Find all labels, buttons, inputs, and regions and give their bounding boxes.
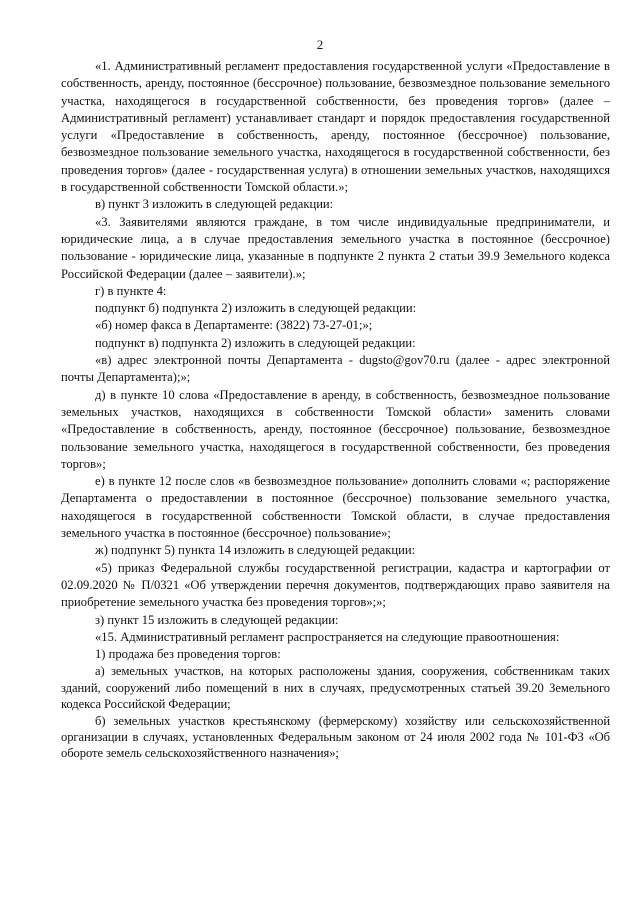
paragraph-order-reference: «5) приказ Федеральной службы государственной регистрации, кадастра и картографии от 02.09.2020 № П/0321 «Об утверждении перечня документов, подтверждающих право заявителя на приобретение земельного участка без проведения торгов»;»; <box>61 560 610 610</box>
paragraph-subitem-v-heading: подпункт в) подпункта 2) изложить в следующей редакции: <box>95 335 416 350</box>
paragraph-item-d-text: д) в пункте 10 слова «Предоставление в аренду, в собственность, безвозмездное пользование земельных участков, находящихся в собственности Томской области» заменить словами «Предоставление в собственность, аренду, постоянное (бессрочное) пользование, безвозмездное пользование земельного участка, находящегося в государственной собственности, без проведения торгов»; <box>61 387 610 471</box>
paragraph-clause-3-text: «3. Заявителями являются граждане, в том числе индивидуальные предприниматели, и юридические лица, а в случае предоставления земельного участка в постоянное (бессрочное) пользование - юридические лица, указанные в подпункте 2 пункта 2 статьи 39.9 Земельного кодекса Российской Федерации (далее – заявители).»; <box>61 214 610 281</box>
paragraph-item-z-heading: з) пункт 15 изложить в следующей редакции: <box>95 612 339 627</box>
paragraph-email-address: «в) адрес электронной почты Департамента - dugsto@gov70.ru (далее - адрес электронной почты Департамента);»; <box>61 353 610 385</box>
paragraph-subitem-b-text: б) земельных участков крестьянскому (фермерскому) хозяйству или сельскохозяйственной организации в случаях, установленных Федеральным законом от 24 июля 2002 года № 101-ФЗ «Об обороте земель сельскохозяйственного назначения»; <box>61 713 610 761</box>
paragraph-sale-heading: 1) продажа без проведения торгов: <box>95 647 281 662</box>
paragraph-item-e-text: е) в пункте 12 после слов «в безвозмездное пользование» дополнить словами «; распоряжение Департамента о предоставлении в постоянное (бессрочное) пользование земельного участка, находящегося в государственной собственности Томской области, в случае предоставления земельного участка в постоянное (бессрочное) пользование»; <box>61 474 610 541</box>
paragraph-clause-1-text: «1. Административный регламент предоставления государственной услуги «Предоставление в собственность, аренду, постоянное (бессрочное) пользование, безвозмездное пользование земельного участка, находящегося в государственной собственности, без проведения торгов» (далее – Административный регламент) устанавливает стандарт и порядок предоставления государственной услуги «Предоставление в собственность, аренду, постоянное (бессрочное) пользование, безвозмездное пользование земельного участка, находящегося в государственной собственности, без проведения торгов» (далее - государственная услуга) в отношении земельных участков, находящихся в государственной собственности Томской области.»; <box>61 59 610 195</box>
paragraph-subitem-a-text: а) земельных участков, на которых расположены здания, сооружения, собственникам таких зданий, сооружений либо помещений в них в случаях, предусмотренных статьей 39.20 Земельного кодекса Российской Федерации; <box>61 664 610 712</box>
paragraph-item-zh-heading: ж) подпункт 5) пункта 14 изложить в следующей редакции: <box>95 543 416 558</box>
paragraph-item-v-heading: в) пункт 3 изложить в следующей редакции: <box>95 197 334 212</box>
document-body <box>61 58 610 762</box>
page-number: 2 <box>316 37 324 52</box>
paragraph-item-g-heading: г) в пункте 4: <box>95 283 167 298</box>
paragraph-subitem-b-heading: подпункт б) подпункта 2) изложить в следующей редакции: <box>95 301 417 316</box>
paragraph-clause-15-text: «15. Административный регламент распространяется на следующие правоотношения: <box>95 629 560 644</box>
paragraph-fax-number: «б) номер факса в Департаменте: (3822) 73-27-01;»; <box>95 318 373 333</box>
